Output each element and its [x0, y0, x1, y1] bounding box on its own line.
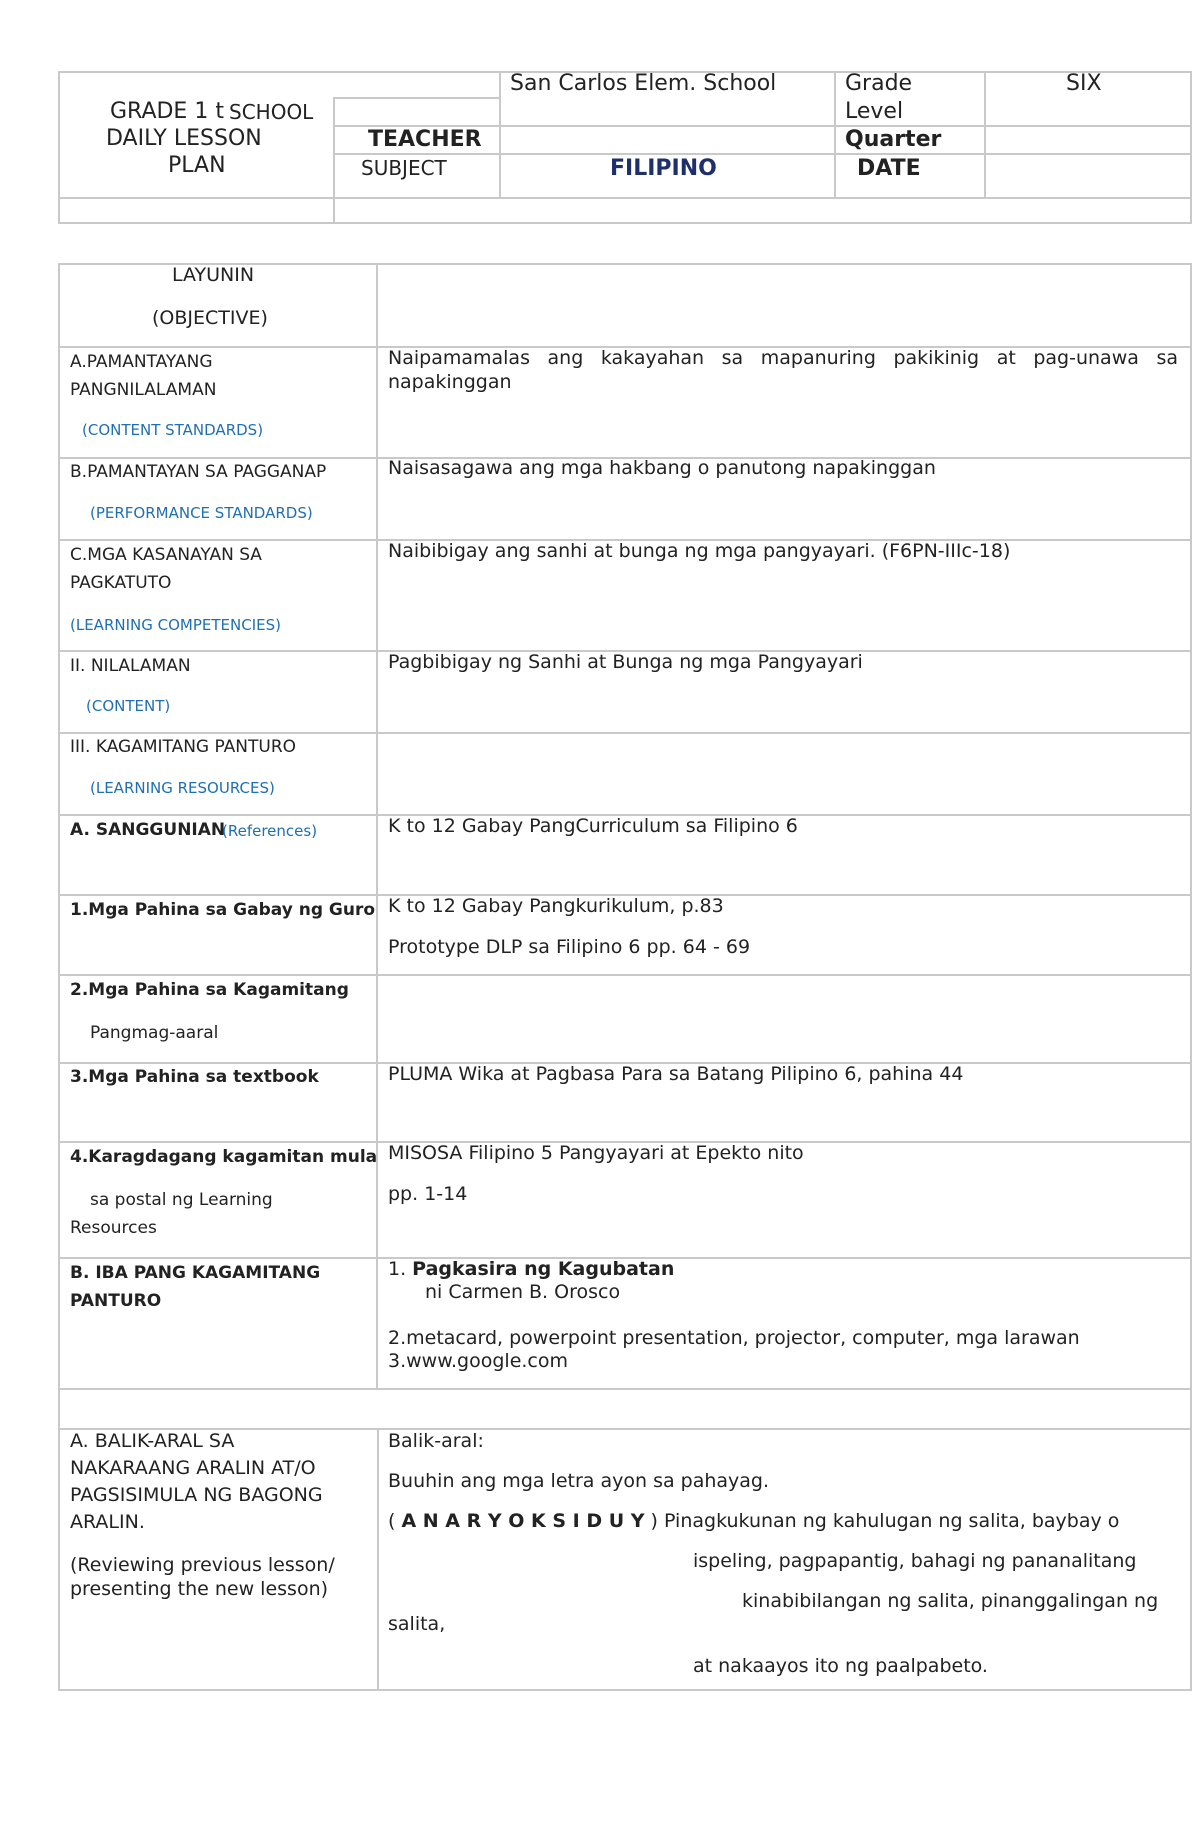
additional-materials-value-2: pp. 1-14	[388, 1183, 468, 1205]
learner-material-label-2: Pangmag-aaral	[90, 1023, 219, 1043]
review-definition-4: salita,	[388, 1613, 446, 1635]
subject-value: FILIPINO	[610, 156, 717, 181]
school-value: San Carlos Elem. School	[510, 71, 777, 96]
competencies-value: Naibibigay ang sanhi at bunga ng mga pangyayari. (F6PN-IIIc-18)	[388, 540, 1011, 562]
main-right-border	[1190, 263, 1192, 1691]
objective-title: LAYUNIN	[172, 264, 255, 286]
review-label-4: ARALIN.	[70, 1511, 145, 1533]
plan-title-line3: PLAN	[168, 153, 226, 178]
additional-materials-label-1: 4.Karagdagang kagamitan mula	[70, 1147, 378, 1167]
content-standards-sub: (CONTENT STANDARDS)	[82, 421, 264, 439]
quarter-label: Quarter	[845, 127, 942, 152]
resources-label: III. KAGAMITANG PANTURO	[70, 737, 297, 757]
review-definition-2: ispeling, pagpapantig, bahagi ng pananalitang	[693, 1550, 1137, 1572]
header-row2	[333, 153, 1190, 155]
main-col-divider-2	[377, 1428, 379, 1691]
review-sub-2: presenting the new lesson)	[70, 1578, 329, 1600]
header-col3	[834, 71, 836, 197]
textbook-label: 3.Mga Pahina sa textbook	[70, 1067, 319, 1087]
learner-material-label-1: 2.Mga Pahina sa Kagamitang	[70, 980, 349, 1000]
header-left-border	[58, 71, 60, 224]
competencies-sub: (LEARNING COMPETENCIES)	[70, 616, 281, 634]
main-left-border	[58, 263, 60, 1691]
content-label: II. NILALAMAN	[70, 656, 191, 676]
content-standards-label-2: PANGNILALAMAN	[70, 380, 217, 400]
other-materials-value-2: 2.metacard, powerpoint presentation, projector, computer, mga larawan	[388, 1327, 1080, 1349]
review-definition-1: Pinagkukunan ng kahulugan ng salita, baybay o	[657, 1510, 1120, 1532]
grade-value: SIX	[1066, 71, 1102, 96]
review-sub-1: (Reviewing previous lesson/	[70, 1554, 335, 1576]
grade-label-2: Level	[845, 99, 904, 124]
school-label: SCHOOL	[229, 100, 314, 124]
review-label-2: NAKARAANG ARALIN AT/O	[70, 1457, 316, 1479]
references-label: A. SANGGUNIAN	[70, 820, 226, 840]
competencies-label-1: C.MGA KASANAYAN SA	[70, 545, 262, 565]
other-materials-label-1: B. IBA PANG KAGAMITANG	[70, 1263, 321, 1283]
grade-label-1: Grade	[845, 71, 913, 96]
other-materials-number: 1.	[388, 1258, 413, 1280]
other-materials-value-3: 3.www.google.com	[388, 1350, 568, 1372]
scrambled-word: A N A R Y O K S I D U Y	[401, 1510, 645, 1532]
teacher-guide-value-1: K to 12 Gabay Pangkurikulum, p.83	[388, 895, 724, 917]
textbook-value: PLUMA Wika at Pagbasa Para sa Batang Pilipino 6, pahina 44	[388, 1063, 964, 1085]
performance-standards-value: Naisasagawa ang mga hakbang o panutong napakinggan	[388, 457, 936, 479]
references-value: K to 12 Gabay PangCurriculum sa Filipino 6	[388, 815, 798, 837]
date-label: DATE	[857, 156, 921, 181]
references-sub: (References)	[222, 822, 318, 840]
row-border-12	[58, 1388, 1192, 1390]
content-standards-value: Naipamamalas ang kakayahan sa mapanuring pakikinig at pag-unawa sa napakinggan	[388, 347, 1178, 393]
review-label-1: A. BALIK-ARAL SA	[70, 1430, 235, 1452]
review-definition-3: kinabibilangan ng salita, pinanggalingan ng	[742, 1590, 1159, 1612]
teacher-guide-value-2: Prototype DLP sa Filipino 6 pp. 64 - 69	[388, 936, 751, 958]
header-divider	[58, 197, 1192, 199]
plan-title-line2: DAILY LESSON	[106, 126, 262, 151]
review-definition-5: at nakaayos ito ng paalpabeto.	[693, 1655, 988, 1677]
other-materials-value-1	[388, 1258, 674, 1280]
header-col1	[333, 97, 335, 224]
objective-subtitle: (OBJECTIVE)	[152, 307, 268, 329]
header-school-underline	[333, 97, 501, 99]
story-title: Pagkasira ng Kagubatan	[412, 1258, 675, 1280]
plan-title-line1: GRADE 1 t	[110, 99, 224, 124]
teacher-guide-label: 1.Mga Pahina sa Gabay ng Guro	[70, 900, 376, 920]
content-sub: (CONTENT)	[86, 697, 171, 715]
teacher-label: TEACHER	[368, 127, 482, 152]
content-value: Pagbibigay ng Sanhi at Bunga ng mga Pangyayari	[388, 651, 863, 673]
resources-sub: (LEARNING RESOURCES)	[90, 779, 275, 797]
performance-standards-sub: (PERFORMANCE STANDARDS)	[90, 504, 313, 522]
main-col-divider-1	[376, 263, 378, 1390]
header-col2	[499, 71, 501, 197]
competencies-label-2: PAGKATUTO	[70, 573, 172, 593]
additional-materials-label-2: sa postal ng Learning	[90, 1190, 273, 1210]
subject-label: SUBJECT	[361, 156, 447, 180]
row-border-5	[58, 732, 1192, 734]
other-materials-label-2: PANTURO	[70, 1291, 162, 1311]
header-col4	[984, 71, 986, 197]
review-item-line-1	[388, 1510, 1119, 1532]
row-border-8	[58, 974, 1192, 976]
additional-materials-value-1: MISOSA Filipino 5 Pangyayari at Epekto nito	[388, 1142, 804, 1164]
paren-open: (	[388, 1510, 402, 1532]
additional-materials-label-3: Resources	[70, 1218, 157, 1238]
review-heading: Balik-aral:	[388, 1430, 484, 1452]
performance-standards-label: B.PAMANTAYAN SA PAGGANAP	[70, 462, 327, 482]
row-border-14	[58, 1689, 1192, 1691]
header-bottom-border	[58, 222, 1192, 224]
header-right-border	[1190, 71, 1192, 224]
content-standards-label-1: A.PAMANTAYANG	[70, 352, 213, 372]
review-label-3: PAGSISIMULA NG BAGONG	[70, 1484, 323, 1506]
story-author: ni Carmen B. Orosco	[425, 1281, 621, 1303]
review-instruction: Buuhin ang mga letra ayon sa pahayag.	[388, 1470, 770, 1492]
paren-close: )	[644, 1510, 658, 1532]
